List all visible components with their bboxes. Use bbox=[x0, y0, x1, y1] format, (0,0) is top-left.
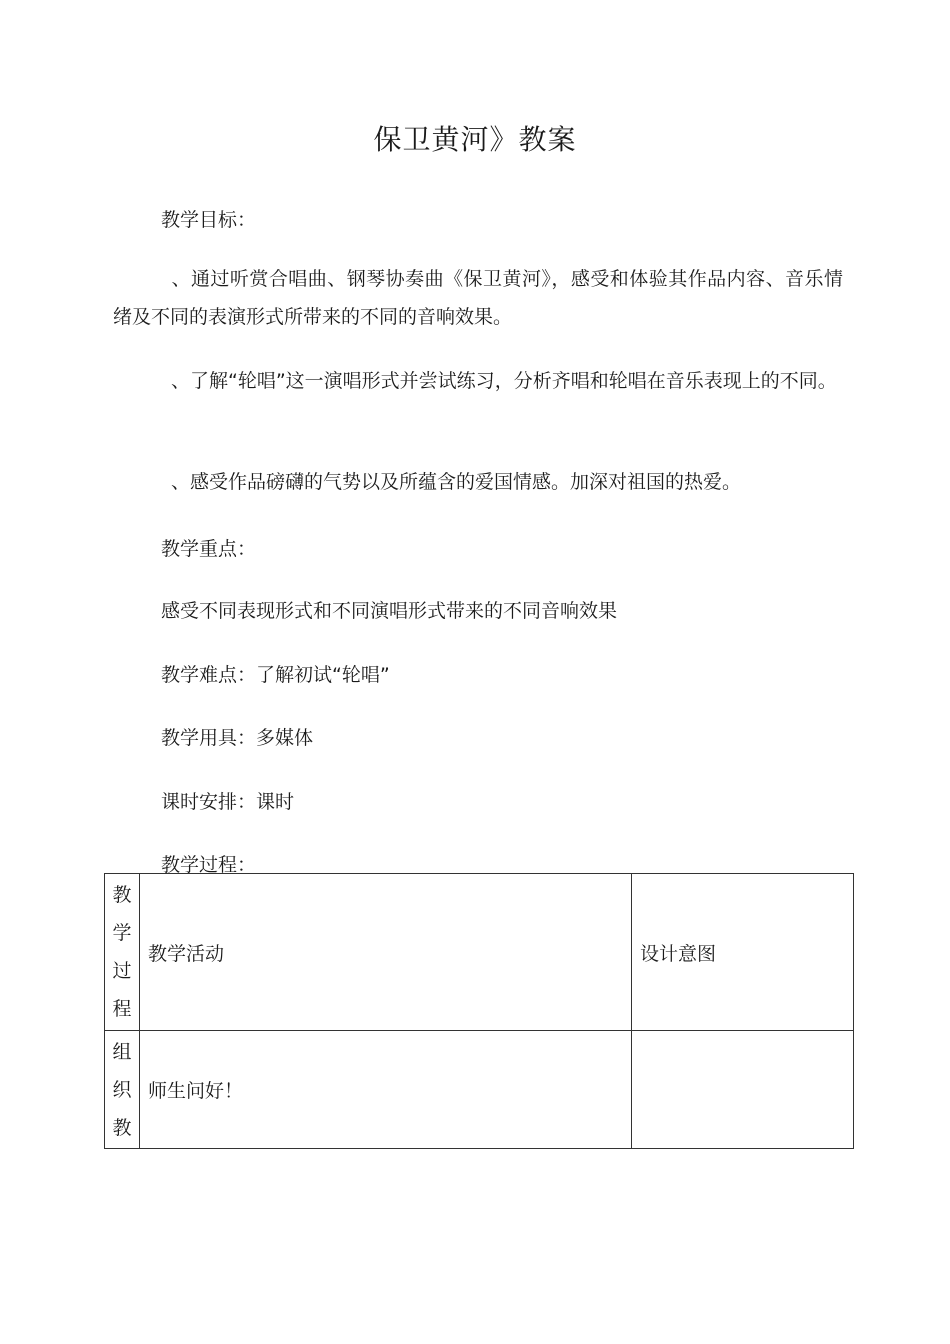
objective-paragraph-3 bbox=[113, 463, 843, 501]
header-intent-cell: 设计意图 bbox=[632, 874, 854, 1031]
stage-char: 教 bbox=[112, 1116, 132, 1139]
row-intent-cell bbox=[632, 1031, 854, 1149]
row-activity-cell: 师生问好！ bbox=[140, 1031, 632, 1149]
row-stage-cell bbox=[105, 1031, 140, 1149]
key-points-label: 教学重点： bbox=[161, 538, 257, 560]
stage-char: 学 bbox=[112, 922, 132, 944]
stage-char: 组 bbox=[112, 1040, 132, 1063]
objective-text-1: 、通过听赏合唱曲、钢琴协奏曲《保卫黄河》，感受和体验其作品内容、音乐情绪及不同的表演形式所带来的不同的音响效果。 bbox=[113, 268, 843, 328]
tools-line: 教学用具：多媒体 bbox=[161, 727, 314, 749]
stage-char: 织 bbox=[112, 1078, 132, 1101]
objective-paragraph-2 bbox=[113, 362, 843, 400]
schedule-line: 课时安排：课时 bbox=[161, 791, 295, 813]
difficulty-line: 教学难点：了解初试“轮唱” bbox=[161, 664, 390, 686]
header-activity-cell: 教学活动 bbox=[140, 874, 632, 1031]
objectives-label: 教学目标： bbox=[161, 209, 257, 231]
table-header-row bbox=[105, 874, 854, 1031]
stage-char: 过 bbox=[112, 960, 132, 982]
stage-char: 教 bbox=[112, 884, 132, 906]
objective-text-3: 、感受作品磅礴的气势以及所蕴含的爱国情感。加深对祖国的热爱。 bbox=[171, 471, 742, 493]
document-title: 保卫黄河》教案 bbox=[373, 123, 577, 156]
objective-text-2: 、了解“轮唱”这一演唱形式并尝试练习，分析齐唱和轮唱在音乐表现上的不同。 bbox=[171, 370, 837, 392]
header-stage-cell bbox=[105, 874, 140, 1031]
process-label: 教学过程： bbox=[161, 854, 257, 876]
stage-char: 程 bbox=[112, 998, 132, 1020]
teaching-process-table bbox=[104, 873, 854, 1149]
key-points-text: 感受不同表现形式和不同演唱形式带来的不同音响效果 bbox=[161, 600, 618, 622]
table-row bbox=[105, 1031, 854, 1149]
objective-paragraph-1 bbox=[113, 260, 843, 336]
